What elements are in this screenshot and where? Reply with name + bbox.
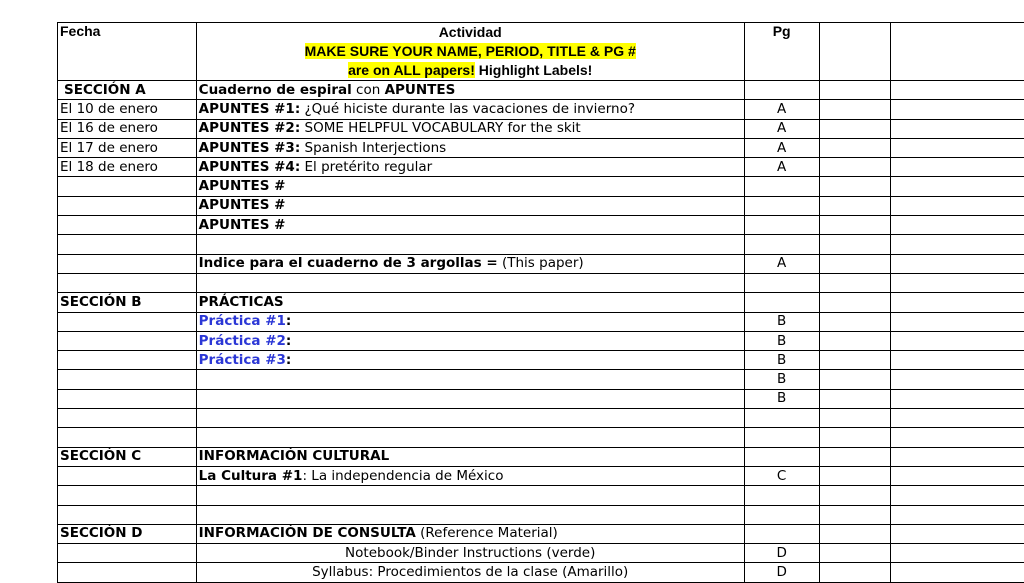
activity-bold: La Cultura #1 [199,468,303,484]
activity-cell: Syllabus: Procedimientos de la clase (Amarillo) [196,563,744,582]
section-label: SECCIÓN C [58,447,197,466]
activity-cell [196,331,744,350]
colon: : [286,352,291,368]
table-row [58,331,1024,350]
empty-cell [890,138,1024,157]
empty-cell [819,466,890,485]
empty-cell [819,505,890,524]
empty-cell [890,216,1024,235]
activity-cell: Notebook/Binder Instructions (verde) [196,544,744,563]
pg-cell [744,524,819,543]
empty-cell [58,486,197,505]
empty-cell [819,216,890,235]
pg-cell: A [744,100,819,119]
empty-cell [890,447,1024,466]
empty-cell [890,235,1024,254]
empty-cell [890,409,1024,428]
activity-cell: INFORMACIÓN CULTURAL [196,447,744,466]
date-cell: El 18 de enero [58,158,197,177]
pg-cell: B [744,312,819,331]
date-cell [58,544,197,563]
empty-cell [819,486,890,505]
practica-label: Práctica #2 [199,333,286,349]
activity-text: (This paper) [498,255,584,271]
empty-cell [819,351,890,370]
date-cell [58,351,197,370]
table-row [58,119,1024,138]
date-cell [58,216,197,235]
practica-label: Práctica #3 [199,352,286,368]
empty-cell [819,273,890,292]
pg-cell: B [744,331,819,350]
date-cell [58,254,197,273]
table-row [58,177,1024,196]
date-cell: El 10 de enero [58,100,197,119]
empty-cell [819,370,890,389]
pg-cell: A [744,158,819,177]
notice-line2-highlight: are on ALL papers! [348,62,475,78]
pg-cell: B [744,370,819,389]
header-row [58,23,1024,81]
activity-cell [196,351,744,370]
activity-cell: APUNTES # [196,177,744,196]
empty-cell [819,254,890,273]
table-row [58,216,1024,235]
activity-cell [196,312,744,331]
table-row [58,138,1024,157]
section-b-row [58,293,1024,312]
activity-bold: APUNTES #3: [199,140,301,156]
section-c-row [58,447,1024,466]
header-fecha: Fecha [58,23,197,81]
table-row [58,466,1024,485]
empty-cell [890,196,1024,215]
table-row [58,389,1024,408]
empty-cell [819,235,890,254]
empty-row [58,486,1024,505]
date-cell: El 16 de enero [58,119,197,138]
empty-cell [890,177,1024,196]
activity-bold-2: APUNTES [385,82,456,98]
table-row [58,563,1024,582]
empty-cell [819,293,890,312]
empty-cell [744,505,819,524]
pg-cell: C [744,466,819,485]
empty-row [58,409,1024,428]
empty-cell [890,389,1024,408]
section-d-row [58,524,1024,543]
empty-cell [819,196,890,215]
table-row [58,544,1024,563]
activity-text: El pretérito regular [300,159,432,175]
empty-cell [890,312,1024,331]
empty-cell [58,273,197,292]
activity-cell [196,370,744,389]
pg-cell: B [744,351,819,370]
empty-cell [819,447,890,466]
header-empty-1 [819,23,890,81]
table-row [58,100,1024,119]
empty-cell [890,119,1024,138]
empty-cell [819,138,890,157]
table-row [58,196,1024,215]
activity-cell: PRÁCTICAS [196,293,744,312]
table-row [58,370,1024,389]
activity-bold: Indice para el cuaderno de 3 argollas = [199,255,498,271]
empty-cell [58,428,197,447]
empty-cell [744,273,819,292]
empty-cell [819,428,890,447]
activity-bold: APUNTES #2: [199,120,301,136]
empty-cell [744,235,819,254]
colon: : [286,333,291,349]
activity-cell [196,254,744,273]
activity-cell [196,81,744,100]
empty-cell [819,409,890,428]
empty-cell [890,351,1024,370]
header-pg: Pg [744,23,819,81]
activity-cell [196,389,744,408]
empty-cell [890,81,1024,100]
activity-text: SOME HELPFUL VOCABULARY for the skit [300,120,581,136]
pg-cell [744,293,819,312]
empty-cell [890,544,1024,563]
header-actividad [196,23,744,81]
pg-cell: A [744,119,819,138]
empty-cell [819,177,890,196]
pg-cell: B [744,389,819,408]
empty-cell [890,100,1024,119]
empty-cell [890,370,1024,389]
empty-cell [819,544,890,563]
date-cell [58,563,197,582]
pg-cell [744,447,819,466]
empty-cell [819,100,890,119]
empty-cell [196,505,744,524]
notice-line1: MAKE SURE YOUR NAME, PERIOD, TITLE & PG # [305,43,636,59]
activity-table [57,22,1024,583]
activity-cell [196,119,744,138]
empty-cell [819,563,890,582]
pg-cell [744,196,819,215]
pg-cell [744,177,819,196]
empty-cell [819,119,890,138]
empty-cell [196,428,744,447]
empty-cell [819,524,890,543]
activity-cell: APUNTES # [196,216,744,235]
empty-cell [196,486,744,505]
activity-text: ¿Qué hiciste durante las vacaciones de invierno? [300,101,635,117]
activity-text: (Reference Material) [416,525,558,541]
empty-cell [819,158,890,177]
section-label: SECCIÓN B [58,293,197,312]
empty-cell [819,389,890,408]
empty-row [58,428,1024,447]
actividad-label: Actividad [199,23,742,42]
activity-cell [196,100,744,119]
pg-cell: A [744,254,819,273]
empty-cell [890,428,1024,447]
empty-row [58,235,1024,254]
empty-cell [196,273,744,292]
activity-cell [196,524,744,543]
date-cell [58,177,197,196]
empty-cell [744,428,819,447]
empty-cell [196,235,744,254]
empty-cell [819,331,890,350]
pg-cell [744,216,819,235]
section-a-row [58,81,1024,100]
table-row [58,351,1024,370]
empty-cell [744,486,819,505]
activity-text: Spanish Interjections [300,140,446,156]
activity-bold: APUNTES #4: [199,159,301,175]
activity-cell [196,158,744,177]
activity-cell: APUNTES # [196,196,744,215]
empty-cell [890,331,1024,350]
empty-cell [196,409,744,428]
table-row [58,254,1024,273]
empty-cell [890,273,1024,292]
empty-cell [890,466,1024,485]
date-cell [58,312,197,331]
practica-label: Práctica #1 [199,313,286,329]
empty-cell [744,409,819,428]
activity-bold: INFORMACIÓN DE CONSULTA [199,525,416,541]
colon: : [286,313,291,329]
table-row [58,158,1024,177]
date-cell: El 17 de enero [58,138,197,157]
table-row [58,312,1024,331]
empty-cell [890,563,1024,582]
date-cell [58,370,197,389]
date-cell [58,466,197,485]
pg-cell: A [744,138,819,157]
empty-cell [890,293,1024,312]
activity-cell [196,466,744,485]
pg-cell: D [744,563,819,582]
activity-cell [196,138,744,157]
empty-cell [890,158,1024,177]
activity-bold: APUNTES #1: [199,101,301,117]
section-label: SECCIÓN D [58,524,197,543]
empty-cell [819,312,890,331]
date-cell [58,331,197,350]
pg-cell [744,81,819,100]
activity-bold: Cuaderno de espiral [199,82,352,98]
date-cell [58,196,197,215]
empty-cell [890,505,1024,524]
empty-row [58,505,1024,524]
activity-text: : La independencia de México [302,468,503,484]
notice-line2-rest: Highlight Labels! [475,62,592,78]
activity-text: con [352,82,385,98]
empty-cell [890,524,1024,543]
empty-cell [58,235,197,254]
section-label: SECCIÓN A [58,81,197,100]
date-cell [58,389,197,408]
header-empty-2 [890,23,1024,81]
empty-cell [890,486,1024,505]
empty-cell [58,409,197,428]
pg-cell: D [744,544,819,563]
empty-row [58,273,1024,292]
empty-cell [890,254,1024,273]
empty-cell [819,81,890,100]
empty-cell [58,505,197,524]
